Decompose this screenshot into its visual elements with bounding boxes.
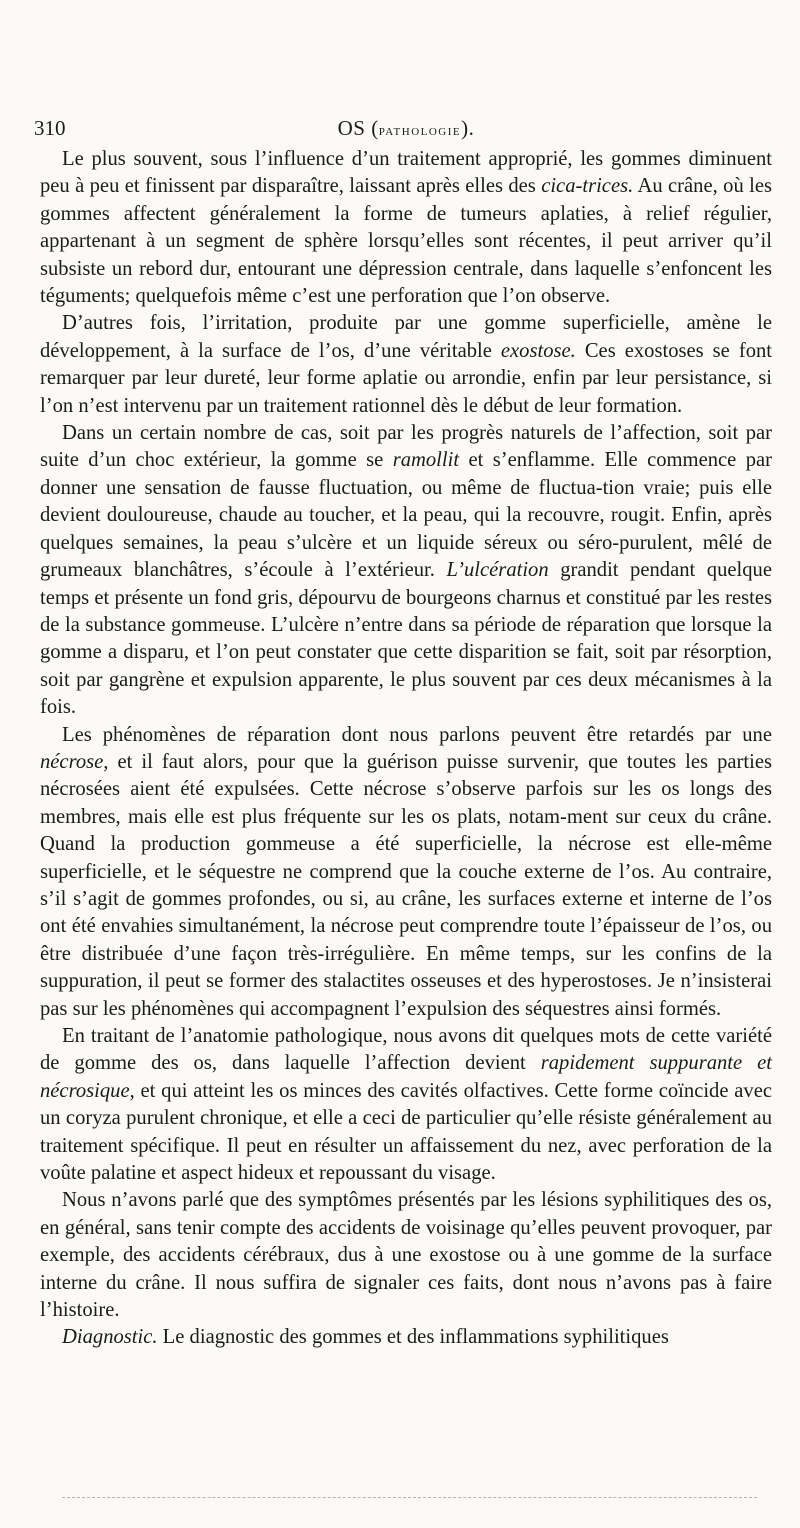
- text-run: et il faut alors, pour que la guérison puisse survenir, que toutes les parties nécrosées aient été expulsées. Cette nécrose s’observe parfois sur les os longs des membres, mais elle est plus fréquente sur les os plats, notam-ment sur ceux du crâne. Quand la production gommeuse a été superficielle, la nécrose est elle-même superficielle, et le séquestre ne comprend que la couche externe de l’os. Au contraire, s’il s’agit de gommes profondes, ou si, au crâne, les surfaces externe et interne de l’os ont été envahies simultanément, la nécrose peut comprendre toute l’épaisseur de l’os, ou être distribuée d’une façon très-irrégulière. En même temps, sur les confins de la suppuration, il peut se former des stalactites osseuses et des hyperostoses. Je n’insisterai pas sur les phénomènes qui accompagnent l’expulsion des séquestres ainsi formés.: [40, 750, 772, 1020]
- running-title-close: ).: [461, 116, 475, 140]
- paragraph-exostose: [40, 310, 772, 420]
- text-run: grandit pendant quelque temps et présente un fond gris, dépourvu de bourgeons charnus et constitué par les restes de la substance gommeuse. L’ulcère n’entre dans sa période de réparation que lorsque la gomme a disparu, et l’on peut constater que cette disparition se fait, soit par résorption, soit par gangrène et expulsion apparente, le plus souvent par ces deux mécanismes à la fois.: [40, 559, 772, 719]
- running-title-main: OS: [337, 116, 366, 140]
- page-header: [34, 110, 772, 140]
- running-title-open: (: [365, 116, 379, 140]
- footer-rule: [62, 1497, 757, 1498]
- book-page: [34, 110, 773, 1352]
- italic-term: L’ulcération: [446, 559, 549, 582]
- paragraph-accidents-voisinage: [40, 1187, 772, 1324]
- text-run: et qui atteint les os minces des cavités olfactives. Cette forme coïncide avec un coryza purulent chronique, et elle a ceci de particulier qu’elle résiste généralement au traitement spécifique. Il peut en résulter un affaissement du nez, avec perforation de la voûte palatine et aspect hideux et repoussant du visage.: [40, 1079, 772, 1185]
- italic-term: nécrose,: [40, 750, 109, 773]
- text-run: Au crâne, où les gommes affectent généralement la forme de tumeurs aplaties, à relief régulier, appartenant à un segment de sphère lorsqu’elles sont récentes, il peut arriver qu’il subsiste un rebord dur, entourant une dépression centrale, dans laquelle s’enfoncent les téguments; quelquefois même c’est une perforation que l’on observe.: [40, 175, 772, 308]
- text-run: Nous n’avons parlé que des symptômes présentés par les lésions syphilitiques des os, en général, sans tenir compte des accidents de voisinage qu’elles peuvent provoquer, par exemple, des accidents cérébraux, dus à une exostose ou à une gomme de la surface interne du crâne. Il nous suffira de signaler ces faits, dont nous n’avons pas à faire l’histoire.: [40, 1189, 772, 1322]
- paragraph-necrose: [40, 722, 772, 1023]
- paragraph-ramollissement: [40, 420, 772, 721]
- running-title-section: pathologie: [378, 123, 462, 139]
- text-run: et s’enflamme. Elle commence par donner une sensation de fausse fluctuation, ou même de fluctua-tion vraie; puis elle devient douloureuse, chaude au toucher, et la peau, qui la recouvre, rougit. Enfin, après quelques semaines, la peau s’ulcère et un liquide séreux ou séro-purulent, mêlé de grumeaux blanchâtres, s’écoule à l’extérieur.: [40, 449, 772, 582]
- text-run: Le plus souvent, sous l’influence d’un traitement approprié, les gommes diminuent peu à peu et finissent par disparaître, laissant après elles des: [40, 148, 772, 198]
- italic-term: ramollit: [392, 449, 460, 472]
- text-run: En traitant de l’anatomie pathologique, nous avons dit quelques mots de cette variété de gomme des os, dans laquelle l’affection devient: [40, 1025, 772, 1075]
- text-run: Ces exostoses se font remarquer par leur dureté, leur forme aplatie ou arrondie, enfin par leur persistance, si l’on n’est intervenu par un traitement rationnel dès le début de leur formation.: [40, 339, 773, 417]
- paragraph-gommes-cicatrices: [40, 146, 772, 310]
- italic-term: cica-trices.: [541, 175, 634, 198]
- italic-term: rapidement suppurante et nécrosique,: [40, 1052, 772, 1102]
- section-heading-diagnostic: Diagnostic.: [62, 1326, 158, 1349]
- paragraph-diagnostic: [40, 1324, 772, 1351]
- text-run: Les phénomènes de réparation dont nous parlons peuvent être retardés par une: [62, 723, 772, 746]
- running-title: [40, 116, 772, 141]
- italic-term: exostose.: [500, 339, 576, 362]
- text-run: Le diagnostic des gommes et des inflammations syphilitiques: [157, 1326, 669, 1349]
- page-number: 310: [34, 116, 66, 140]
- text-run: D’autres fois, l’irritation, produite par une gomme superficielle, amène le développement, à la surface de l’os, d’une véritable: [40, 312, 772, 362]
- text-run: Dans un certain nombre de cas, soit par les progrès naturels de l’affection, soit par suite d’un choc extérieur, la gomme se: [40, 422, 772, 472]
- paragraph-variete-suppurante: [40, 1023, 772, 1187]
